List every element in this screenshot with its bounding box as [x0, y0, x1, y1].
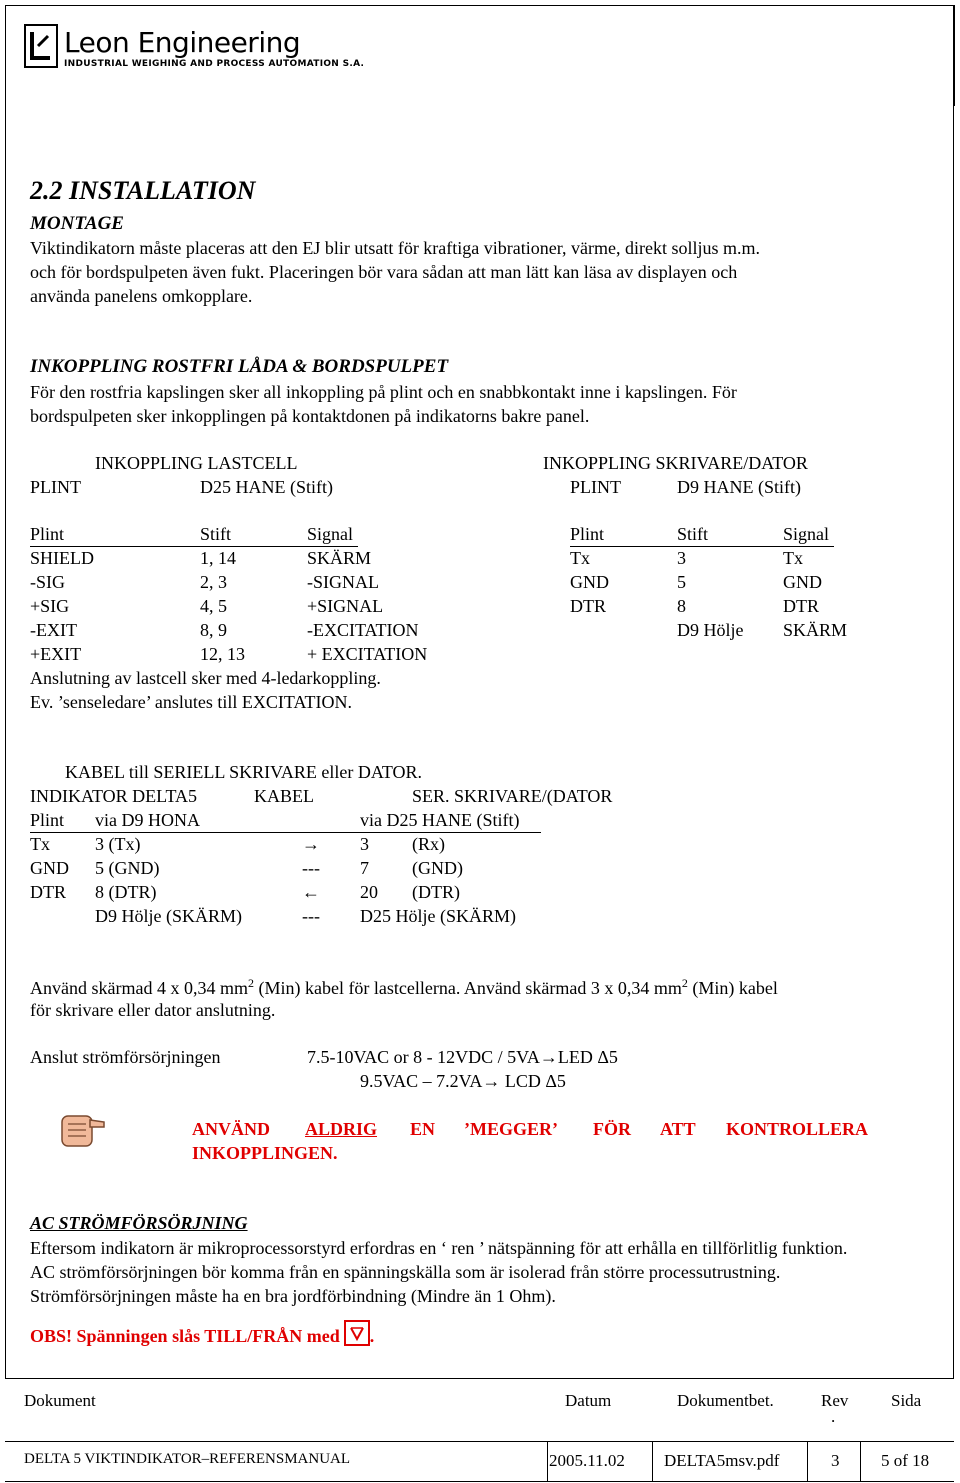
- table-cell: 3: [677, 548, 686, 568]
- kabel-col-indikator: INDIKATOR DELTA5: [30, 786, 198, 806]
- table-cell: ---: [302, 858, 320, 878]
- table-cell: -SIGNAL: [307, 572, 379, 592]
- company-tagline: INDUSTRIAL WEIGHING AND PROCESS AUTOMATION S.A.: [64, 59, 365, 69]
- lastcell-note: Anslutning av lastcell sker med 4-ledarkoppling.: [30, 668, 381, 688]
- footer-label-dokument: Dokument: [24, 1391, 96, 1410]
- table-cell: (DTR): [412, 882, 460, 902]
- lastcell-header-stift: Stift: [200, 524, 232, 544]
- lastcell-sub-left: PLINT: [30, 477, 81, 497]
- table-cell: + EXCITATION: [307, 644, 428, 664]
- footer-label-dokumentbet: Dokumentbet.: [677, 1391, 774, 1410]
- warning-line: INKOPPLINGEN.: [192, 1143, 338, 1163]
- table-cell: 1, 14: [200, 548, 236, 568]
- lastcell-title: INKOPPLING LASTCELL: [95, 453, 298, 473]
- footer-divider: [547, 1441, 548, 1481]
- warning-word: ’MEGGER’: [464, 1119, 558, 1139]
- superscript: 2: [681, 976, 688, 990]
- skrivare-title: INKOPPLING SKRIVARE/DATOR: [543, 453, 808, 473]
- footer-divider: [807, 1441, 808, 1481]
- table-cell: Tx: [570, 548, 590, 568]
- skrivare-sub-right: D9 HANE (Stift): [677, 477, 801, 497]
- table-cell: SHIELD: [30, 548, 94, 568]
- lastcell-header-underline: [30, 546, 358, 547]
- table-cell: -EXCITATION: [307, 620, 419, 640]
- pointing-hand-icon: [60, 1110, 106, 1157]
- ac-line: Eftersom indikatorn är mikroprocessorstyrd erfordras en ‘ ren ’ nätspänning för att erhålla en tillförlitlig funktion.: [30, 1238, 848, 1258]
- inkoppling-heading: INKOPPLING ROSTFRI LÅDA & BORDSPULPET: [30, 356, 449, 377]
- ac-line: AC strömförsörjningen bör komma från en spänningskälla som är isolerad från större processutrustning.: [30, 1262, 781, 1282]
- power-spec: 9.5VAC – 7.2VA→ LCD Δ5: [360, 1071, 566, 1091]
- cable-note-text: (Min) kabel för lastcellerna. Använd skärmad 3 x 0,34 mm: [253, 978, 682, 998]
- warning-word: KONTROLLERA: [726, 1119, 869, 1139]
- skrivare-header-signal: Signal: [783, 524, 830, 544]
- ac-heading: AC STRÖMFÖRSÖRJNING: [30, 1213, 248, 1233]
- table-cell: 3 (Tx): [95, 834, 141, 854]
- table-cell: GND: [783, 572, 822, 592]
- inkoppling-line: För den rostfria kapslingen sker all inkoppling på plint och en snabbkontakt inne i kapslingen. För: [30, 382, 737, 402]
- table-cell: DTR: [783, 596, 819, 616]
- table-cell: D9 Hölje (SKÄRM): [95, 906, 242, 926]
- obs-text: OBS! Spänningen slås TILL/FRÅN med: [30, 1326, 340, 1346]
- skrivare-header-plint: Plint: [570, 524, 605, 544]
- cable-note-text: (Min) kabel: [687, 978, 778, 998]
- table-cell: DTR: [30, 882, 66, 902]
- company-name: Leon Engineering: [64, 26, 301, 59]
- footer-value-datum: 2005.11.02: [549, 1451, 625, 1470]
- obs-line: [30, 1320, 374, 1347]
- lastcell-note: Ev. ’senseledare’ anslutes till EXCITATION.: [30, 692, 352, 712]
- footer-value-sida: 5 of 18: [881, 1451, 930, 1470]
- footer-divider: [652, 1441, 653, 1481]
- table-cell: 12, 13: [200, 644, 245, 664]
- montage-line: Viktindikatorn måste placeras att den EJ blir utsatt för kraftiga vibrationer, värme, direkt solljus m.m.: [30, 238, 761, 258]
- montage-heading: MONTAGE: [30, 213, 124, 234]
- page-border-right: [953, 5, 954, 1378]
- kabel-header-via-d9: via D9 HONA: [95, 810, 200, 830]
- montage-line: använda panelens omkopplare.: [30, 286, 253, 306]
- obs-end: .: [369, 1326, 375, 1346]
- kabel-header-via-d25: via D25 HANE (Stift): [360, 810, 520, 830]
- warning-word: ANVÄND: [192, 1119, 270, 1139]
- kabel-col-kabel: KABEL: [254, 786, 314, 806]
- table-cell: Tx: [30, 834, 50, 854]
- section-title: 2.2 INSTALLATION: [30, 176, 256, 205]
- table-cell: SKÄRM: [307, 548, 372, 568]
- table-cell: DTR: [570, 596, 606, 616]
- power-label: Anslut strömförsörjningen: [30, 1047, 221, 1067]
- arrow-left-icon: ←: [302, 882, 320, 902]
- logo-mark-icon: [24, 24, 58, 68]
- lastcell-sub-right: D25 HANE (Stift): [200, 477, 333, 497]
- skrivare-sub-left: PLINT: [570, 477, 621, 497]
- table-cell: +SIGNAL: [307, 596, 384, 616]
- warning-word: FÖR: [593, 1119, 631, 1139]
- cable-note-line: för skrivare eller dator anslutning.: [30, 1000, 276, 1020]
- table-cell: +EXIT: [30, 644, 82, 664]
- footer-divider: [5, 1441, 954, 1442]
- footer-label-rev-dot: .: [831, 1407, 836, 1426]
- skrivare-header-underline: [570, 546, 834, 547]
- table-cell: 7: [360, 858, 369, 878]
- table-cell: 2, 3: [200, 572, 227, 592]
- document-footer: [5, 1378, 954, 1482]
- page-border-left: [5, 105, 6, 1378]
- footer-label-datum: Datum: [565, 1391, 612, 1410]
- footer-value-rev: 3: [831, 1451, 840, 1470]
- company-logo: [24, 24, 365, 73]
- table-cell: 5 (GND): [95, 858, 160, 878]
- cable-note-text: Använd skärmad 4 x 0,34 mm: [30, 978, 248, 998]
- kabel-title: KABEL till SERIELL SKRIVARE eller DATOR.: [65, 762, 422, 782]
- table-cell: -EXIT: [30, 620, 77, 640]
- warning-word: EN: [410, 1119, 436, 1139]
- power-switch-icon: [344, 1320, 370, 1346]
- table-cell: Tx: [783, 548, 803, 568]
- table-cell: -SIG: [30, 572, 65, 592]
- table-cell: 5: [677, 572, 686, 592]
- inkoppling-line: bordspulpeten sker inkopplingen på kontaktdonen på indikatorns bakre panel.: [30, 406, 590, 426]
- table-cell: GND: [30, 858, 69, 878]
- footer-label-sida: Sida: [891, 1391, 922, 1410]
- ac-line: Strömförsörjningen måste ha en bra jordförbindning (Mindre än 1 Ohm).: [30, 1286, 556, 1306]
- table-cell: (Rx): [412, 834, 445, 854]
- arrow-right-icon: →: [302, 834, 320, 854]
- table-cell: 8: [677, 596, 686, 616]
- table-cell: ---: [302, 906, 320, 926]
- kabel-col-skrivare: SER. SKRIVARE/(DATOR: [412, 786, 613, 806]
- kabel-header-underline: [30, 832, 541, 833]
- table-cell: +SIG: [30, 596, 70, 616]
- table-cell: 8 (DTR): [95, 882, 157, 902]
- power-spec: 7.5-10VAC or 8 - 12VDC / 5VA→LED Δ5: [307, 1047, 618, 1067]
- footer-value-dokument: DELTA 5 VIKTINDIKATOR–REFERENSMANUAL: [24, 1451, 351, 1467]
- table-cell: D25 Hölje (SKÄRM): [360, 906, 516, 926]
- footer-label-rev: Rev: [821, 1391, 849, 1410]
- warning-word: ATT: [660, 1119, 696, 1139]
- lastcell-header-signal: Signal: [307, 524, 354, 544]
- table-cell: 3: [360, 834, 369, 854]
- skrivare-header-stift: Stift: [677, 524, 709, 544]
- warning-word-underlined: ALDRIG: [305, 1119, 378, 1139]
- kabel-header-plint: Plint: [30, 810, 65, 830]
- table-cell: 8, 9: [200, 620, 227, 640]
- lastcell-header-plint: Plint: [30, 524, 65, 544]
- cable-note-line: [30, 976, 778, 999]
- superscript: 2: [247, 976, 254, 990]
- table-cell: SKÄRM: [783, 620, 848, 640]
- table-cell: 20: [360, 882, 378, 902]
- table-cell: D9 Hölje: [677, 620, 744, 640]
- footer-divider: [860, 1441, 861, 1481]
- table-cell: (GND): [412, 858, 463, 878]
- footer-value-dokumentbet: DELTA5msv.pdf: [664, 1451, 780, 1470]
- montage-line: och för bordspulpeten även fukt. Placeringen bör vara sådan att man lätt kan läsa av displayen och: [30, 262, 738, 282]
- table-cell: GND: [570, 572, 609, 592]
- table-cell: 4, 5: [200, 596, 227, 616]
